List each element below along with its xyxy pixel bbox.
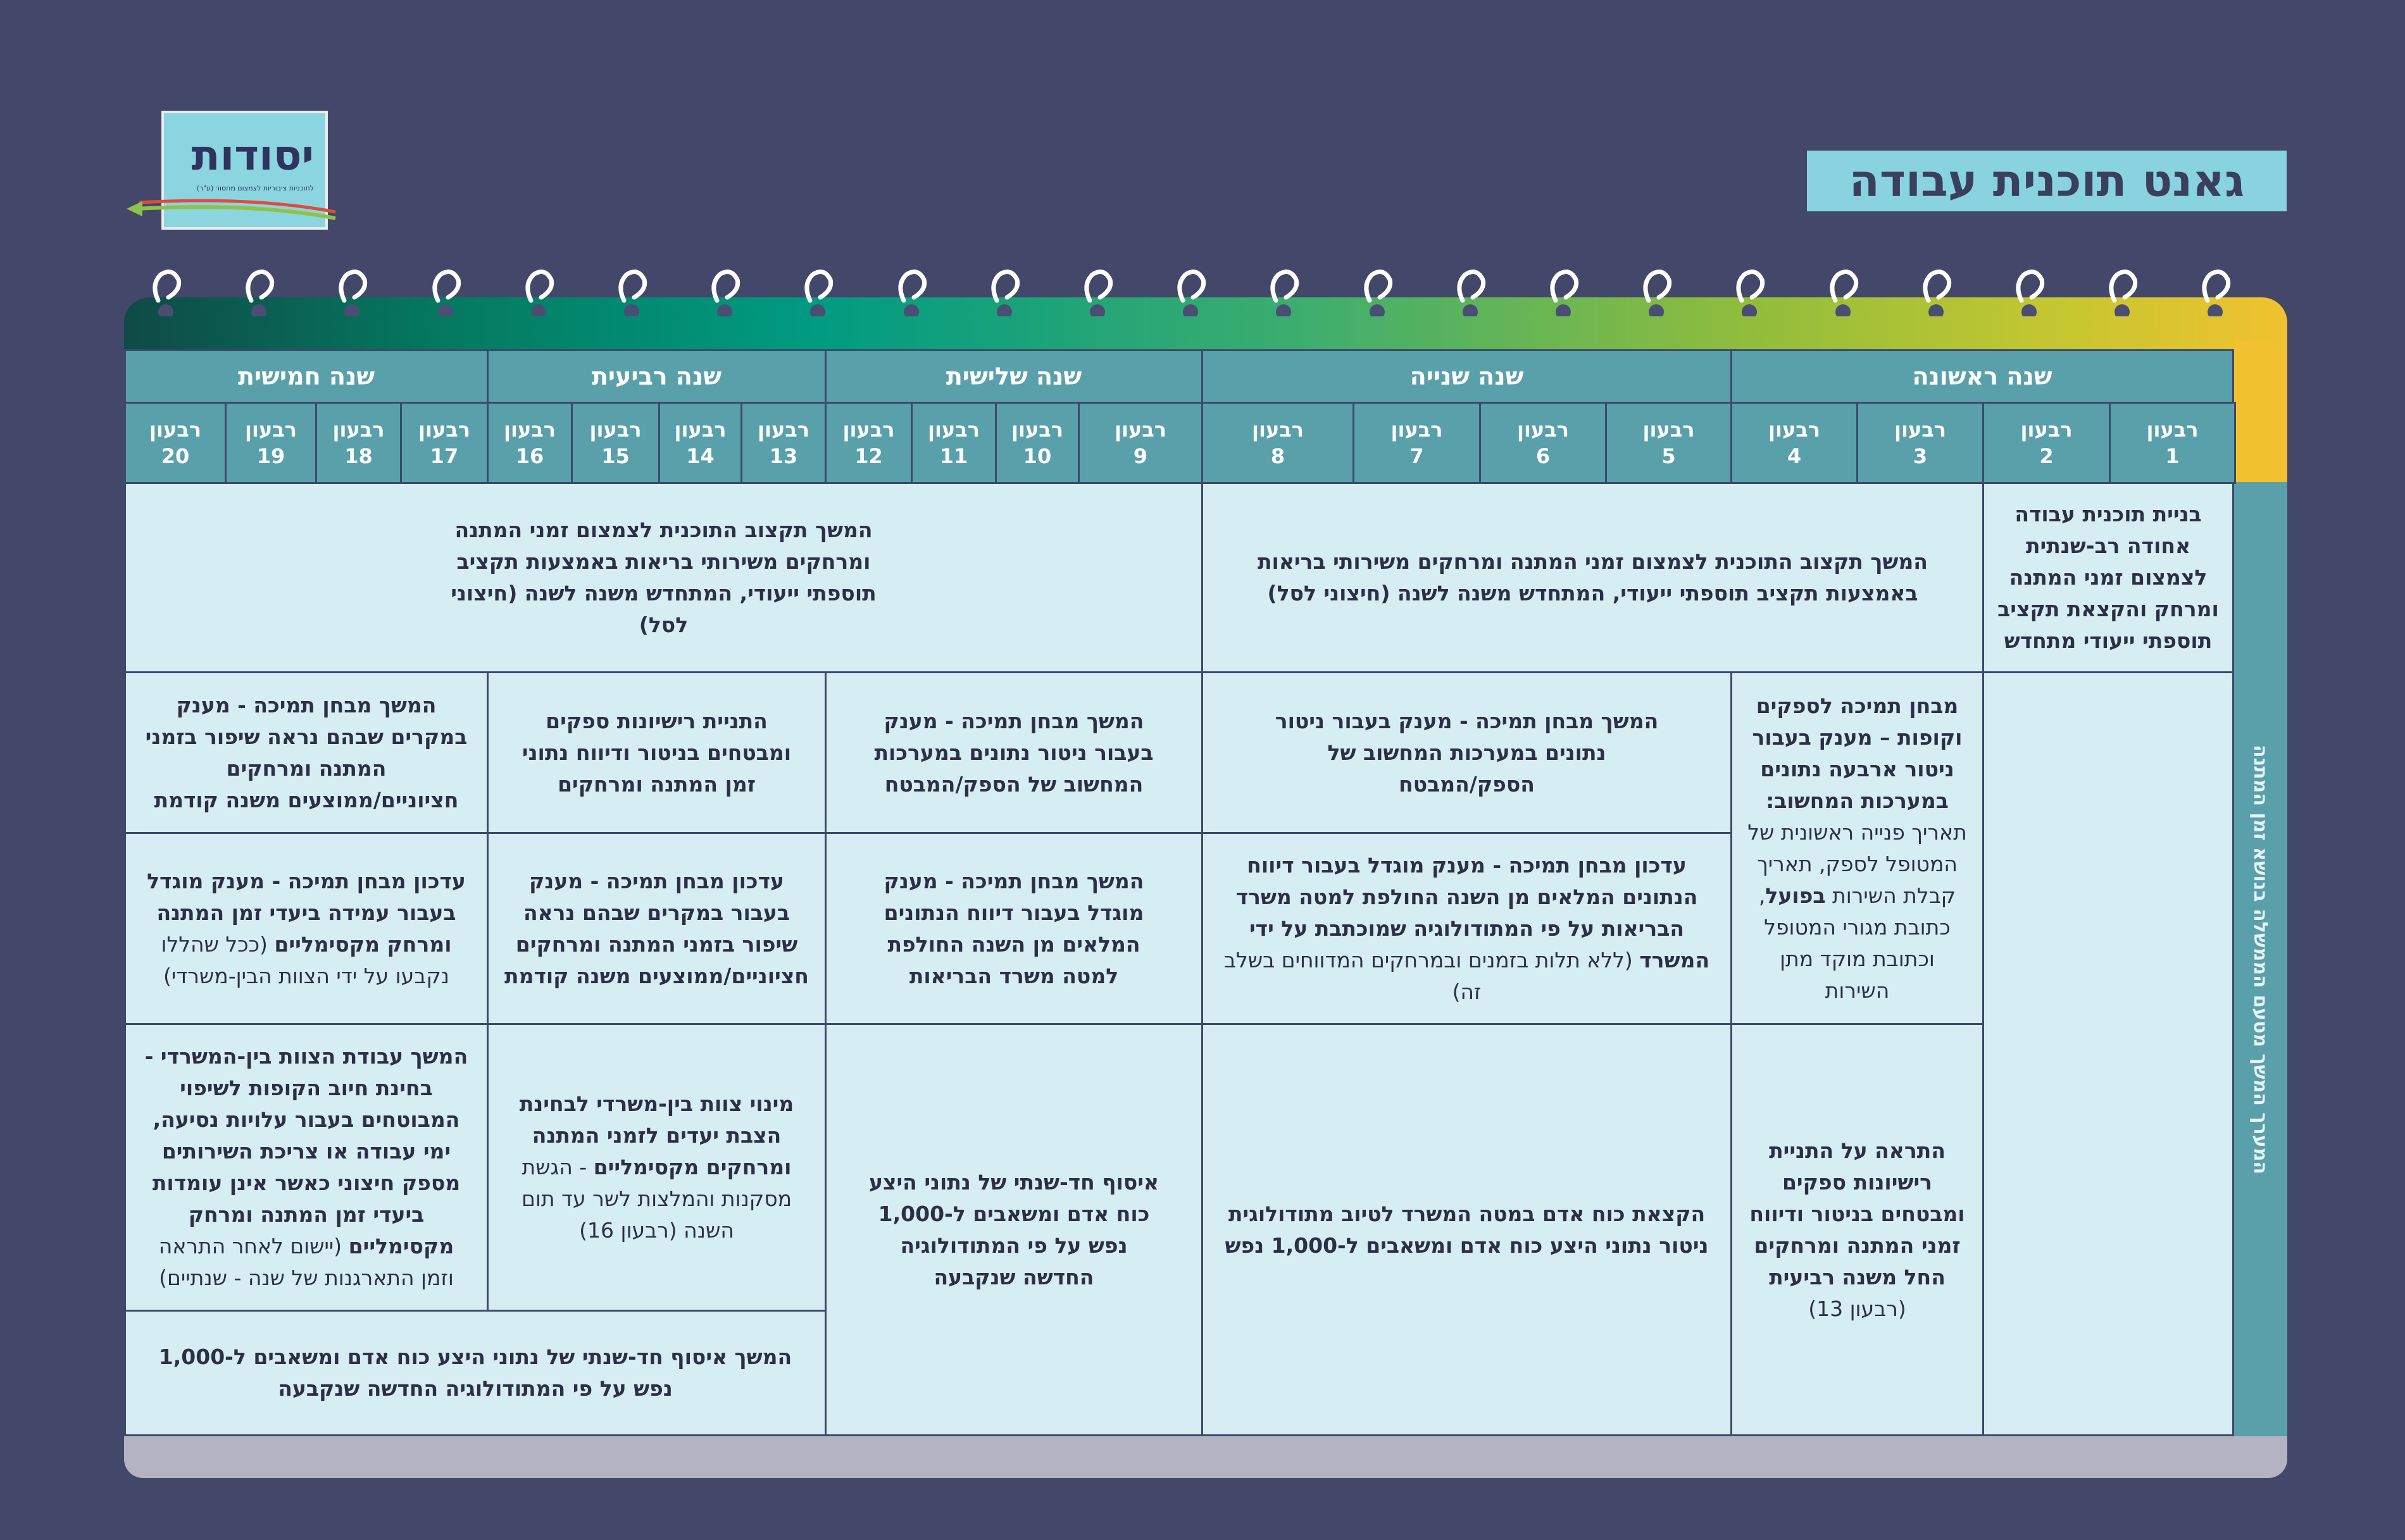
binder-ring [1730, 266, 1766, 316]
quarter-number: 10 [1023, 444, 1052, 468]
quarter-header-18 [315, 402, 402, 484]
binder-ring [706, 266, 741, 316]
binder-ring [2103, 266, 2139, 316]
year-3-header: שנה שלישית [825, 349, 1203, 404]
logo-arrow-icon [127, 183, 342, 234]
quarter-number: 4 [1787, 444, 1802, 468]
calendar-bottom-strip [124, 1436, 2287, 1478]
quarter-word: רבעון [1251, 418, 1304, 442]
quarter-number: 16 [515, 444, 544, 468]
binder-ring [147, 266, 182, 316]
quarter-number: 11 [939, 444, 968, 468]
quarter-header-11 [911, 402, 997, 484]
row1-year1-cell: בניית תוכנית עבודה אחודה רב-שנתית לצמצום זמני המתנה ומרחק והקצאת תקציב תוספתי ייעודי מתחדש [1982, 482, 2234, 673]
quarter-header-1 [2109, 402, 2236, 484]
quarter-number: 13 [769, 444, 798, 468]
binder-ring [333, 266, 368, 316]
row1-year2-cell: המשך תקצוב התוכנית לצמצום זמני המתנה ומרחקים משירותי בריאות באמצעות תקציב תוספתי ייעודי, המתחדש משנה לשנה (חיצוני לסל) [1201, 482, 1984, 673]
quarter-word: רבעון [2146, 418, 2199, 442]
quarter-header-14 [658, 402, 742, 484]
year5-update-cell: עדכון מבחן תמיכה - מענק מוגדל בעבור עמידה ביעדי זמן המתנה ומרחק מקסימליים (ככל שהללו נקבעו על ידי הצוות הבין-משרדי) [124, 832, 489, 1025]
quarter-number: 12 [854, 444, 883, 468]
quarter-number: 20 [161, 444, 190, 468]
quarter-header-13 [740, 402, 827, 484]
quarter-word: רבעון [927, 418, 980, 442]
year4-update-cell: עדכון מבחן תמיכה - מענק בעבור במקרים שבהם נראה שיפור בזמני המתנה ומרחקים חציוניים/ממוצעים משנה קודמת [487, 832, 827, 1025]
binder-ring [1358, 266, 1394, 316]
year5-grant-cell: המשך מבחן תמיכה - מענק במקרים שבהם נראה שיפור בזמני המתנה ומרחקים חציוניים/ממוצעים משנה קודמת [124, 671, 489, 834]
quarter-header-3 [1856, 402, 1984, 484]
quarter-word: רבעון [1516, 418, 1570, 442]
binder-ring [1265, 266, 1300, 316]
binder-ring [427, 266, 462, 316]
year-4-header: שנה רביעית [487, 349, 827, 404]
quarter-header-9 [1078, 402, 1203, 484]
quarter-word: רבעון [332, 418, 385, 442]
binder-ring [613, 266, 648, 316]
logo-name: יסודות [191, 131, 314, 180]
binder-ring [892, 266, 928, 316]
quarter-header-2 [1982, 402, 2111, 484]
year3-collection-cell: איסוף חד-שנתי של נתוני היצע כוח אדם ומשאבים ל-1,000 נפש על פי המתודולוגיה החדשה שנקבעה [825, 1023, 1203, 1436]
quarter-word: רבעון [757, 418, 810, 442]
year-5-header: שנה חמישית [124, 349, 489, 404]
binder-ring [2196, 266, 2232, 316]
quarter-header-20 [124, 402, 227, 484]
quarter-number: 5 [1661, 444, 1676, 468]
logo [127, 108, 342, 234]
quarter-number: 19 [256, 444, 285, 468]
quarter-word: רבעון [1390, 418, 1443, 442]
binder-ring [2010, 266, 2046, 316]
binder-ring [240, 266, 275, 316]
quarter-word: רבעון [149, 418, 202, 442]
binder-ring [985, 266, 1021, 316]
quarter-number: 6 [1535, 444, 1551, 468]
binder-ring [1544, 266, 1580, 316]
year4-committee-cell: מינוי צוות בין-משרדי לבחינת הצבת יעדים לזמני המתנה ומרחקים מקסימליים - הגשת מסקנות והמלצות לשר עד תום השנה (רבעון 16) [487, 1023, 827, 1312]
logo-tagline: לתוכניות ציבוריות לצמצום מחסור (ע"ר) [196, 184, 314, 192]
year1-grant-cell: מבחן תמיכה לספקים וקופות – מענק בעבור ניטור ארבעה נתונים במערכות המחשוב: תאריך פנייה ראשונית של המטופל לספק, תאריך קבלת השירות בפועל, כתובת מגורי המטופל וכתובת מוקד מתן השירות [1730, 671, 1984, 1025]
quarter-number: 2 [2039, 444, 2054, 468]
quarter-number: 18 [344, 444, 373, 468]
year4to5-collection-cell: המשך איסוף חד-שנתי של נתוני היצע כוח אדם ומשאבים ל-1,000 נפש על פי המתודולוגיה החדשה שנקבעה [124, 1310, 827, 1436]
row1-year3to5-cell: המשך תקצוב התוכנית לצמצום זמני המתנה ומרחקים משירותי בריאות באמצעות תקציב תוספתי ייעודי, המתחדש משנה לשנה (חיצוני לסל) [124, 482, 1203, 673]
quarter-word: רבעון [1642, 418, 1695, 442]
quarter-number: 7 [1409, 444, 1424, 468]
quarter-header-6 [1479, 402, 1607, 484]
quarter-number: 17 [430, 444, 459, 468]
binder-ring [1917, 266, 1952, 316]
quarter-word: רבעון [842, 418, 895, 442]
quarter-word: רבעון [1011, 418, 1064, 442]
year4-license-cell: התניית רישיונות ספקים ומבטחים בניטור ודיווח נתוני זמן המתנה ומרחקים [487, 671, 827, 834]
quarter-number: 3 [1913, 444, 1928, 468]
binder-ring [1824, 266, 1859, 316]
year1-empty-column [1982, 671, 2234, 1436]
quarter-header-5 [1605, 402, 1732, 484]
binder-ring [1451, 266, 1487, 316]
year-2-header: שנה שנייה [1201, 349, 1732, 404]
quarter-header-19 [225, 402, 317, 484]
quarter-word: רבעון [589, 418, 642, 442]
quarter-word: רבעון [418, 418, 471, 442]
quarter-number: 1 [2165, 444, 2180, 468]
binder-ring [799, 266, 834, 316]
side-label: המערך המשך מטעם הממשלה בנושא זמן המתנה [2249, 744, 2272, 1174]
binder-ring [1637, 266, 1673, 316]
calendar-corner [2234, 342, 2287, 482]
page-title: גאנט תוכנית עבודה [1807, 151, 2287, 211]
year2-grant-cell: המשך מבחן תמיכה - מענק בעבור ניטור נתונים במערכות המחשוב של הספק/המבטח [1201, 671, 1732, 834]
quarter-header-15 [571, 402, 660, 484]
year2-update-cell: עדכון מבחן תמיכה - מענק מוגדל בעבור דיווח הנתונים המלאים מן השנה החולפת למטה משרד הבריאות על פי המתודולוגיה שמוכתבת על ידי המשרד (ללא תלות בזמנים ובמרחקים המדווחים בשלב זה) [1201, 832, 1732, 1025]
quarter-word: רבעון [1768, 418, 1821, 442]
quarter-header-8 [1201, 402, 1354, 484]
binder-ring [1171, 266, 1207, 316]
quarter-header-12 [825, 402, 913, 484]
quarter-number: 9 [1133, 444, 1148, 468]
quarter-word: רבעון [674, 418, 727, 442]
year2-staff-cell: הקצאת כוח אדם במטה המשרד לטיוב מתודולוגית ניטור נתוני היצע כוח אדם ומשאבים ל-1,000 נפש [1201, 1023, 1732, 1436]
quarter-word: רבעון [1114, 418, 1167, 442]
quarter-number: 15 [601, 444, 630, 468]
quarter-header-10 [995, 402, 1080, 484]
binder-ring [1078, 266, 1114, 316]
quarter-word: רבעון [503, 418, 556, 442]
quarter-word: רבעון [2020, 418, 2073, 442]
quarter-word: רבעון [1894, 418, 1947, 442]
quarter-number: 8 [1270, 444, 1285, 468]
quarter-header-16 [487, 402, 573, 484]
quarter-header-4 [1730, 402, 1858, 484]
quarter-number: 14 [686, 444, 715, 468]
year3-report-cell: המשך מבחן תמיכה - מענק מוגדל בעבור דיווח הנתונים המלאים מן השנה החולפת למטה משרד הבריאות [825, 832, 1203, 1025]
year-1-header: שנה ראשונה [1730, 349, 2234, 404]
year3-grant-cell: המשך מבחן תמיכה - מענק בעבור ניטור נתונים במערכות המחשוב של הספק/המבטח [825, 671, 1203, 834]
year1-warning-cell: התראה על התניית רישיונות ספקים ומבטחים בניטור ודיווח זמני המתנה ומרחקים החל משנה רביעית (רבעון 13) [1730, 1023, 1984, 1436]
quarter-header-17 [400, 402, 489, 484]
quarter-header-7 [1352, 402, 1481, 484]
year5-committee-cell: המשך עבודת הצוות בין-המשרדי - בחינת חיוב הקופות לשיפוי המבוטחים בעבור עלויות נסיעה, ימי עבודה או צריכת השירותים מספק חיצוני כאשר אינן עומדות ביעדי זמן המתנה ומרחק מקסימליים (יישום לאחר התראה וזמן התארגנות של שנה - שנתיים) [124, 1023, 489, 1312]
quarter-word: רבעון [244, 418, 297, 442]
binder-ring [520, 266, 555, 316]
